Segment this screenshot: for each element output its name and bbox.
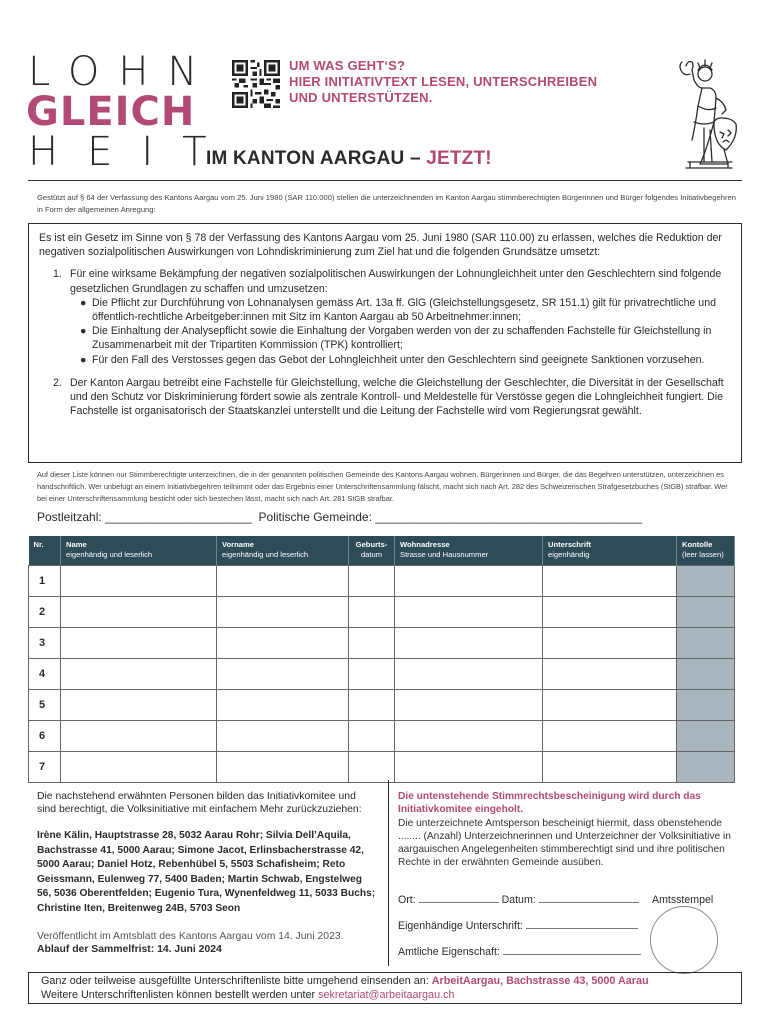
- committee-intro: Die nachstehend erwähnten Personen bilden das Initiativkomitee und sind berechtigt, die Volksinitiative mit einfachem Mehr zurückzuziehen:: [37, 791, 362, 815]
- statue-illustration-icon: [668, 58, 740, 176]
- item-text: Für eine wirksame Bekämpfung der negativen sozialpolitischen Auswirkungen der Lohnungleichheit unter den Geschlechtern sind folgende gesetzlichen Grundlagen zu schaffen und umzusetzen:: [70, 268, 722, 295]
- kontrolle-cell: [677, 596, 735, 627]
- tagline-line: UM WAS GEHT‘S?: [289, 58, 406, 73]
- gemeinde-field[interactable]: Politische Gemeinde: ________________________________________: [258, 510, 643, 524]
- column-header-nr: Nr.: [29, 536, 61, 565]
- kontrolle-cell: [677, 565, 735, 596]
- table-row: [29, 720, 735, 751]
- row-number: 2: [29, 596, 61, 627]
- footer-box: [28, 972, 742, 1004]
- table-header-row: [29, 536, 735, 565]
- signature-table: [28, 536, 735, 783]
- item-text: Der Kanton Aargau betreibt eine Fachstelle für Gleichstellung, welche die Gleichstellung der Geschlechter, die Diversität in der Gesellschaft und den Schutz vor Diskriminierung fördert sowie als zentrale Kontroll- und Meldestelle für Verstösse gegen die Lohngleichheit fungiert. Die Fachstelle ist organisatorisch der Staatskanzlei unterstellt und die Leitung der Fachstelle wird vom Regierungsrat gewählt.: [70, 376, 724, 418]
- vorname-cell[interactable]: [217, 720, 349, 751]
- kontrolle-cell: [677, 658, 735, 689]
- stamp-circle[interactable]: [650, 906, 718, 974]
- item-number: 1.: [53, 268, 62, 281]
- datum-field[interactable]: [539, 894, 639, 903]
- geburtsdatum-cell[interactable]: [349, 596, 395, 627]
- name-cell[interactable]: [61, 658, 217, 689]
- logo-lohn: LOHN: [28, 49, 217, 95]
- eigenschaft-line: [398, 946, 641, 958]
- bullet-icon: ●: [80, 353, 87, 366]
- footer-line-2: Weitere Unterschriftenlisten können bestellt werden unter sekretariat@arbeitaargau.ch: [41, 988, 455, 1001]
- unterschrift-cell[interactable]: [543, 689, 677, 720]
- column-header-vorname: Vorname eigenhändig und leserlich: [217, 536, 349, 565]
- geburtsdatum-cell[interactable]: [349, 689, 395, 720]
- unterschrift-label: Eigenhändige Unterschrift:: [398, 920, 523, 932]
- vorname-cell[interactable]: [217, 658, 349, 689]
- logo-heit: HEIT: [28, 129, 236, 175]
- bullet-text: Die Einhaltung der Analysepflicht sowie die Einhaltung der Vorgaben werden von der zu schaffenden Fachstelle für Gleichstellung in Zusammenarbeit mit der Tripartiten Kommission (TPK) kontrolliert;: [92, 325, 712, 352]
- certificate-body: Die unterzeichnete Amtsperson bescheinigt hiermit, dass obenstehende ........ (Anzahl) Unterzeichnerinnen und Unterzeichner der Volksinitiative in aargauischen Angelegenheiten stimmberechtigt sind und ihre politischen Rechte in der erwähnten Gemeinde ausüben.: [398, 818, 731, 868]
- table-row: [29, 565, 735, 596]
- unterschrift-line: [398, 920, 638, 932]
- kontrolle-cell: [677, 720, 735, 751]
- publication-notice: [37, 930, 377, 956]
- eigenschaft-label: Amtliche Eigenschaft:: [398, 946, 500, 958]
- initiative-item-1: [53, 267, 731, 366]
- legal-notice: Auf dieser Liste können nur Stimmberechtigte unterzeichnen, die in der genannten politischen Gemeinde des Kantons Aargau wohnen. Bürgerinnen und Bürger, die das Begehren unterstützen, unterzeichnen es handschriftlich. Wer unbefugt an einem Initiativbegehren teilnimmt oder das Ergebnis einer Unterschriftensammlung fälscht, macht sich nach Art. 282 des Schweizerischen Strafgesetzbuches (StGB) strafbar. Wer bei einer Unterschriftensammlung besticht oder sich bestechen lässt, macht sich nach Art. 281 StGB strafbar.: [37, 470, 728, 503]
- wohnadresse-cell[interactable]: [395, 689, 543, 720]
- headline-accent: JETZT!: [426, 148, 492, 169]
- bullet-item: [80, 324, 731, 352]
- ort-label: Ort:: [398, 894, 416, 906]
- return-address: ArbeitAargau, Bachstrasse 43, 5000 Aarau: [431, 975, 649, 987]
- row-number: 7: [29, 751, 61, 782]
- wohnadresse-cell[interactable]: [395, 627, 543, 658]
- vorname-cell[interactable]: [217, 565, 349, 596]
- wohnadresse-cell[interactable]: [395, 596, 543, 627]
- row-number: 4: [29, 658, 61, 689]
- wohnadresse-cell[interactable]: [395, 751, 543, 782]
- geburtsdatum-cell[interactable]: [349, 751, 395, 782]
- unterschrift-cell[interactable]: [543, 751, 677, 782]
- footer-line-1: Ganz oder teilweise ausgefüllte Unterschriftenliste bitte umgehend einsenden an: ArbeitAargau, Bachstrasse 43, 5000 Aarau: [41, 975, 649, 987]
- geburtsdatum-cell[interactable]: [349, 720, 395, 751]
- kontrolle-cell: [677, 751, 735, 782]
- wohnadresse-cell[interactable]: [395, 565, 543, 596]
- unterschrift-cell[interactable]: [543, 627, 677, 658]
- bullet-icon: ●: [80, 325, 87, 338]
- initiative-text-box: [28, 223, 742, 463]
- name-cell[interactable]: [61, 565, 217, 596]
- tagline-line: HIER INITIATIVTEXT LESEN, UNTERSCHREIBEN: [289, 74, 598, 89]
- headline-main: IM KANTON AARGAU –: [206, 148, 427, 169]
- bullet-icon: ●: [80, 296, 87, 309]
- row-number: 6: [29, 720, 61, 751]
- column-header-name: Name eigenhändig und leserlich: [61, 536, 217, 565]
- unterschrift-cell[interactable]: [543, 596, 677, 627]
- table-row: [29, 627, 735, 658]
- order-email-link[interactable]: sekretariat@arbeitaargau.ch: [318, 988, 455, 1001]
- row-number: 1: [29, 565, 61, 596]
- name-cell[interactable]: [61, 627, 217, 658]
- unterschrift-cell[interactable]: [543, 565, 677, 596]
- unterschrift-cell[interactable]: [543, 720, 677, 751]
- top-divider: [28, 180, 742, 181]
- vorname-cell[interactable]: [217, 751, 349, 782]
- location-fields: [37, 510, 742, 524]
- table-row: [29, 689, 735, 720]
- name-cell[interactable]: [61, 689, 217, 720]
- initiative-lead: Es ist ein Gesetz im Sinne von § 78 der Verfassung des Kantons Aargau vom 25. Juni 1980 (SAR 110.00) zu erlassen, welches die Reduktion der negativen sozialpolitischen Auswirkungen von Lohndiskriminierung zum Ziel hat und die folgenden Grundsätze umsetzt:: [39, 232, 722, 259]
- postleitzahl-field[interactable]: Postleitzahl: ______________________: [37, 510, 252, 524]
- intro-text: Gestützt auf § 64 der Verfassung des Kantons Aargau vom 25. Juni 1980 (SAR 110.000) stellen die unterzeichnenden im Kanton Aargau stimmberechtigten Bürgerinnen und Bürger folgendes Initiativbegehren in Form der allgemeinen Anregung:: [37, 193, 736, 214]
- certificate-title: Die untenstehende Stimmrechtsbescheinigung wird durch das Initiativkomitee eingeholt.: [398, 791, 701, 815]
- geburtsdatum-cell[interactable]: [349, 627, 395, 658]
- ort-field[interactable]: [419, 894, 499, 903]
- headline: [206, 148, 492, 170]
- vorname-cell[interactable]: [217, 689, 349, 720]
- unterschrift-field[interactable]: [526, 920, 638, 929]
- committee-members: Irène Kälin, Hauptstrasse 28, 5032 Aarau Rohr; Silvia Dell’Aquila, Bachstrasse 41, 5000 Aarau; Simone Jacot, Erlinsbacherstrasse 42, 5000 Aarau; Daniel Hotz, Rebenhübel 5, 5503 Schafisheim; Reto Geissmann, Eulenweg 77, 5400 Baden; Martin Schwab, Engstelweg 56, 5036 Oberentfelden; Eugenio Tura, Wynenfeldweg 11, 5033 Buchs; Christine Iten, Breitenweg 24B, 5703 Seon: [37, 830, 376, 914]
- table-row: [29, 596, 735, 627]
- column-header-unterschrift: Unterschrift eigenhändig: [543, 536, 677, 565]
- geburtsdatum-cell[interactable]: [349, 565, 395, 596]
- bullet-text: Die Pflicht zur Durchführung von Lohnanalysen gemäss Art. 13a ff. GlG (Gleichstellungsgesetz, SR 151.1) gilt für privatrechtliche und öffentlich-rechtliche Arbeitgeber:innen mit Sitz im Kanton Aargau ab 50 Arbeitnehmer:innen;: [92, 296, 716, 324]
- bullet-text: Für den Fall des Verstosses gegen das Gebot der Lohngleichheit unter den Geschlechtern sind geeignete Sanktionen vorzusehen.: [92, 353, 705, 366]
- publication-date: Veröffentlicht im Amtsblatt des Kantons Aargau vom 14. Juni 2023.: [37, 930, 344, 942]
- tagline-line: UND UNTERSTÜTZEN.: [289, 90, 433, 105]
- row-number: 3: [29, 627, 61, 658]
- initiative-committee: [37, 790, 377, 956]
- vorname-cell[interactable]: [217, 596, 349, 627]
- column-header-wohnadresse: Wohnadresse Strasse und Hausnummer: [395, 536, 543, 565]
- kontrolle-cell: [677, 689, 735, 720]
- unterschrift-cell[interactable]: [543, 658, 677, 689]
- name-cell[interactable]: [61, 720, 217, 751]
- geburtsdatum-cell[interactable]: [349, 658, 395, 689]
- kontrolle-cell: [677, 627, 735, 658]
- voting-certificate: [398, 790, 733, 869]
- wohnadresse-cell[interactable]: [395, 720, 543, 751]
- bullet-item: [80, 353, 731, 367]
- tagline: [289, 58, 597, 106]
- name-cell[interactable]: [61, 751, 217, 782]
- vorname-cell[interactable]: [217, 627, 349, 658]
- table-row: [29, 658, 735, 689]
- ort-datum-line: [398, 894, 639, 906]
- column-header-geburtsdatum: Geburts- datum: [349, 536, 395, 565]
- logo-gleich: GLEICH: [26, 89, 196, 135]
- amtsstempel-label: Amtsstempel: [652, 894, 714, 906]
- initiative-item-2: [53, 376, 731, 419]
- column-header-kontrolle: Kontolle (leer lassen): [677, 536, 735, 565]
- collection-deadline: Ablauf der Sammelfrist: 14. Juni 2024: [37, 943, 222, 955]
- eigenschaft-field[interactable]: [503, 946, 641, 955]
- bullet-item: [80, 296, 731, 324]
- datum-label: Datum:: [501, 894, 536, 906]
- wohnadresse-cell[interactable]: [395, 658, 543, 689]
- row-number: 5: [29, 689, 61, 720]
- name-cell[interactable]: [61, 596, 217, 627]
- qr-code-icon[interactable]: [232, 60, 280, 108]
- item-number: 2.: [53, 376, 62, 389]
- table-row: [29, 751, 735, 782]
- column-divider: [388, 780, 389, 966]
